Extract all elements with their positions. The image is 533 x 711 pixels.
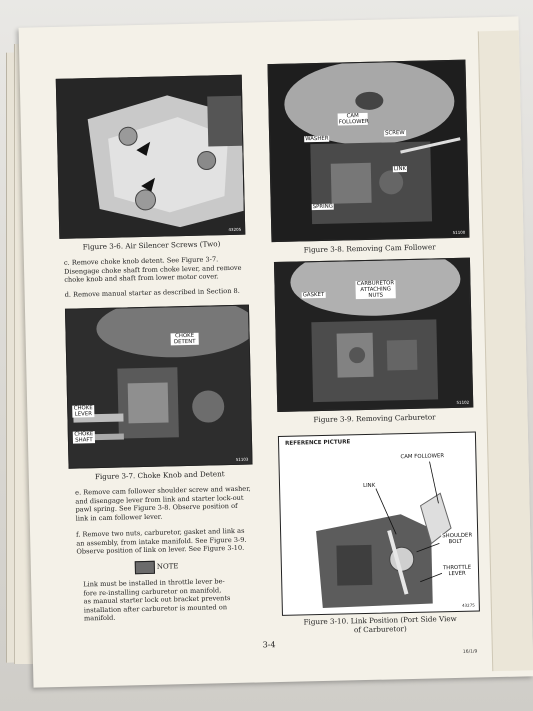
figure-3-9-caption: Figure 3-9. Removing Carburetor xyxy=(313,412,436,425)
link-position-drawing xyxy=(279,433,479,615)
label-washer: WASHER xyxy=(305,135,329,143)
note-line: fore re-installing carburetor on manifold, xyxy=(83,585,222,598)
label-shoulder-bolt: SHOULDER BOLT xyxy=(442,532,473,546)
label-choke-shaft: CHOKE SHAFT xyxy=(74,431,94,444)
label-cam-follower-ref: CAM FOLLOWER xyxy=(400,453,445,461)
note-line: as manual starter lock out bracket prevents xyxy=(83,594,231,606)
footer-code: 16/1/9 xyxy=(462,649,478,655)
label-screw: SCREW xyxy=(385,130,405,137)
step-f xyxy=(76,526,263,556)
step-e-line: e. Remove cam follower shoulder screw and washer, xyxy=(75,484,251,497)
note-text xyxy=(83,576,268,623)
figure-3-7-photo xyxy=(65,305,253,469)
note-icon xyxy=(135,561,155,574)
step-d-line: d. Remove manual starter as described in Section 8. xyxy=(64,286,240,299)
step-c-line: c. Remove choke knob detent. See Figure 3-7. xyxy=(63,255,219,267)
figure-3-10-frame xyxy=(278,431,480,615)
label-cam-follower: CAM FOLLOWER xyxy=(338,113,369,126)
label-link: LINK xyxy=(393,166,407,173)
label-choke-lever: CHOKE LEVER xyxy=(73,405,93,418)
step-c-line: choke knob and shaft from lower motor cover. xyxy=(64,272,219,284)
figure-3-8-photo xyxy=(267,60,469,242)
air-silencer-photo xyxy=(57,76,245,238)
step-f-line: f. Remove two nuts, carburetor, gasket and link as xyxy=(76,526,245,539)
label-spring: SPRING xyxy=(312,203,334,211)
step-e xyxy=(75,484,262,523)
figure-3-6-photo xyxy=(56,75,246,239)
figure-3-9-code: 51102 xyxy=(456,399,470,405)
figure-3-10-code: 43275 xyxy=(462,602,475,608)
manual-page xyxy=(19,16,533,687)
figure-3-9-photo xyxy=(274,258,473,412)
figure-3-10-caption xyxy=(282,613,478,635)
page-number: 3-4 xyxy=(262,640,276,650)
step-e-line: and disengage lever from link and starter lock-out xyxy=(75,493,244,506)
note-line: Link must be installed in throttle lever be- xyxy=(83,577,225,589)
choke-photo xyxy=(66,306,252,468)
step-c xyxy=(64,255,249,285)
step-f-line: Observe position of link on lever. See Figure 3-10. xyxy=(76,543,245,556)
cam-follower-photo xyxy=(268,61,468,241)
figure-3-8-code: 51100 xyxy=(452,229,466,235)
step-c-line: Disengage choke shaft from choke lever, and remove xyxy=(64,263,242,276)
note-line: manifold. xyxy=(83,614,116,623)
step-f-line: an assembly, from intake manifold. See Figure 3-9. xyxy=(76,535,247,548)
label-link-ref: LINK xyxy=(362,482,376,490)
figure-3-6-code: 43205 xyxy=(228,226,242,233)
label-gasket: GASKET xyxy=(302,291,325,299)
figure-3-10-caption-line: Figure 3-10. Link Position (Port Side View xyxy=(303,613,457,627)
figure-3-7-code: 51103 xyxy=(235,456,249,462)
label-choke-detent: CHOKE DETENT xyxy=(171,333,199,346)
label-carburetor-attaching-nuts: CARBURETOR ATTACHING NUTS xyxy=(356,280,395,299)
step-e-line: pawl spring. See Figure 3-8. Observe position of xyxy=(75,502,238,514)
note-line: installation after carburetor is mounted on xyxy=(83,602,228,615)
figure-3-7-caption: Figure 3-7. Choke Knob and Detent xyxy=(94,469,225,482)
note-label: NOTE xyxy=(156,562,179,571)
step-e-line: link in cam follower lever. xyxy=(75,512,163,523)
figure-3-10-caption-line: of Carburetor) xyxy=(353,624,407,635)
label-throttle-lever: THROTTLE LEVER xyxy=(442,564,472,578)
step-d xyxy=(65,287,249,300)
figure-3-6-caption: Figure 3-6. Air Silencer Screws (Two) xyxy=(82,239,221,252)
label-reference-picture: REFERENCE PICTURE xyxy=(285,439,351,447)
figure-3-8-caption: Figure 3-8. Removing Cam Follower xyxy=(303,242,436,255)
